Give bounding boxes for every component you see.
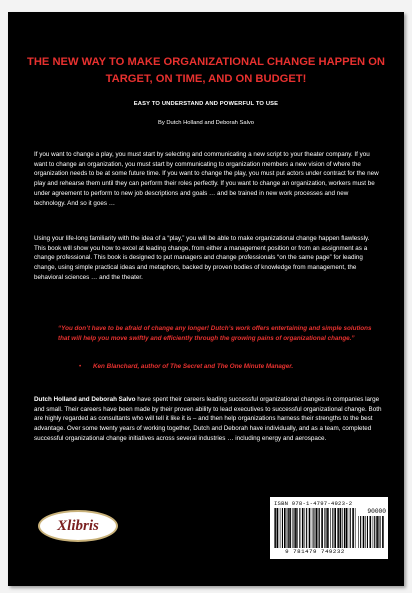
endorsement-attribution: Ken Blanchard, author of The Secret and The One Minute Manager. — [93, 363, 294, 370]
author-bio — [34, 395, 382, 444]
bullet-icon: • — [79, 363, 82, 370]
subhead: EASY TO UNDERSTAND AND POWERFUL TO USE — [133, 101, 279, 107]
author-bio-text: have spent their careers leading successful organizational changes in companies large and small. Their careers have been made by their proven ability to lead executives to successful organizational change. Both are highly regarded as consultants who will tell it like it is – and then help organizations harness their strengths to the best advantage. Over some twenty years of working together, Dutch and Deborah have individually, and as a team, completed successful organizational change initiatives across several industries … including energy and aerospace. — [34, 396, 382, 442]
barcode-bars — [274, 508, 356, 548]
barcode-supplement-bars — [358, 516, 386, 548]
barcode-supplement-number: 90000 — [367, 508, 386, 515]
back-cover — [8, 12, 404, 586]
body-paragraph-2: Using your life-long familiarity with the idea of a “play,” you will be able to make organizational change happen flawlessly. This book will show you how to excel at leading change, from either a management position or from an assignment as a change professional. This book is designed to put managers and change professionals “on the same page” for leading change, using simple practical ideas and metaphors, backed by proven bodies of knowledge from management, the behavioral sciences … and the theater. — [34, 235, 370, 281]
byline: By Dutch Holland and Deborah Salvo — [157, 120, 255, 126]
body-paragraph-1: If you want to change a play, you must start by selecting and communicating a new script to your theater company. If you want to change an organization, you must start by communicating to organization members a new vision of where the organization needs to be at some future time. If you want to change the play, you must put actors under contract for the new play and rehearse them until they can perform their roles perfectly. If you want to change an organization, workers must be under agreement to perform to new job descriptions and goals … and be trained in new work processes and new technology. And so it goes … — [34, 151, 379, 207]
endorsement-quote: “You don’t have to be afraid of change any longer! Dutch’s work offers entertaining and simple solutions that will help you move swiftly and efficiently through the growing pains of organizational change.” — [58, 325, 372, 342]
publisher-logo-text: Xlibris — [57, 517, 99, 534]
author-names: Dutch Holland and Deborah Salvo — [34, 396, 136, 403]
headline: THE NEW WAY TO MAKE ORGANIZATIONAL CHANGE HAPPEN ON TARGET, ON TIME, AND ON BUDGET! — [26, 56, 386, 85]
isbn-text: ISBN 978-1-4797-4923-2 — [274, 500, 353, 507]
barcode-number: 9 781479 749232 — [285, 548, 345, 555]
barcode — [270, 497, 388, 559]
publisher-logo — [38, 510, 118, 542]
